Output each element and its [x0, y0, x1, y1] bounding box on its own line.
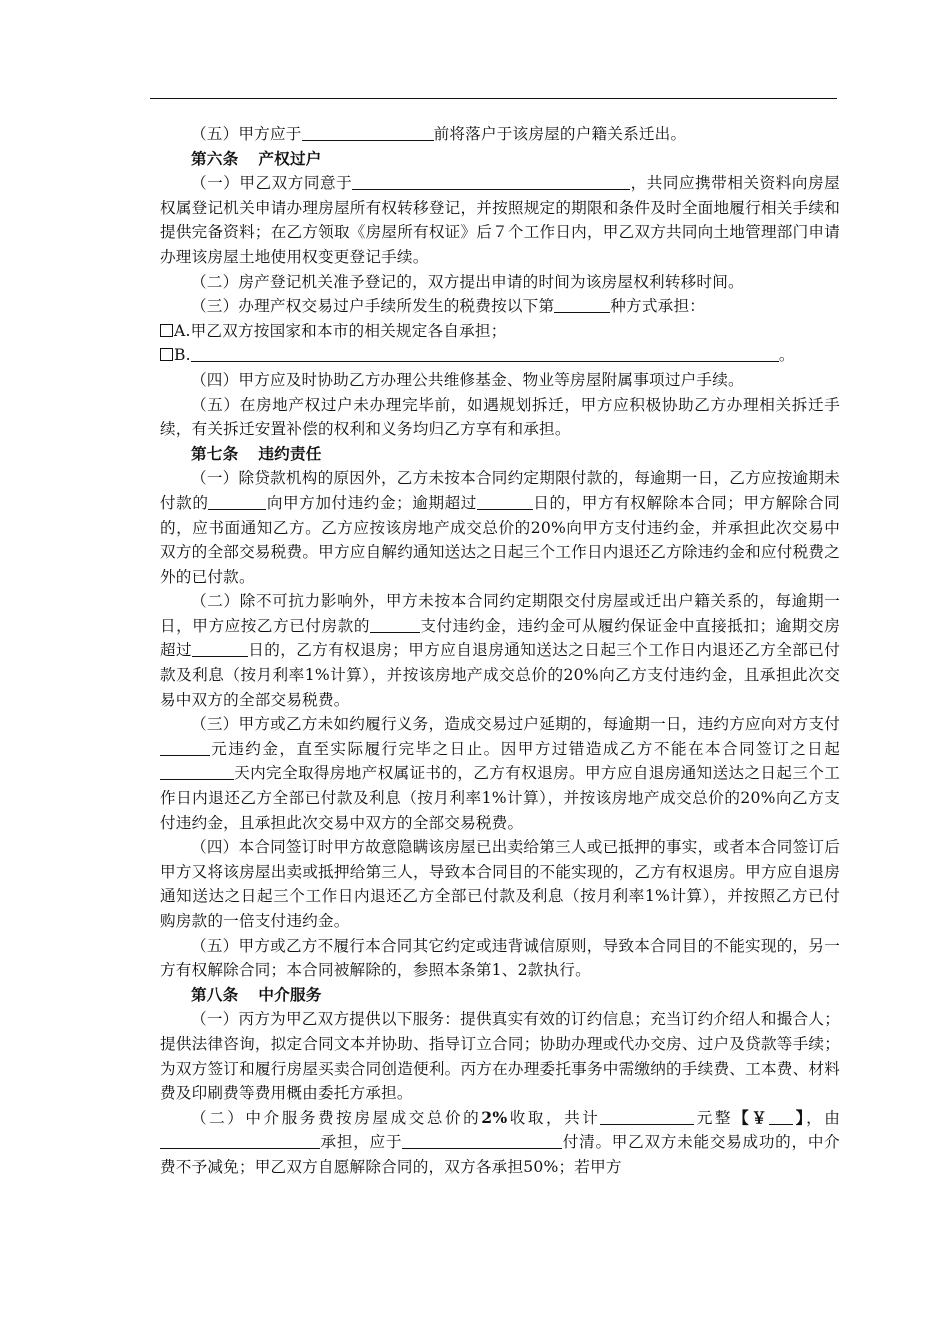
late-payment-rate-blank[interactable]	[208, 494, 266, 510]
checkbox-b[interactable]	[160, 348, 173, 361]
late-delivery-days-blank[interactable]	[192, 641, 248, 657]
article7-item5: （五）甲方或乙方不履行本合同其它约定或违背诚信原则，导致本合同目的不能实现的，另一方有权解除合同；本合同被解除的，参照本条第1、2款执行。	[160, 936, 840, 980]
article6-item1: （一）甲乙双方同意于 ，共同应携带相关资料向房屋权属登记机关申请办理房屋所有权转移登记，并按照规定的期限和条件及时全面地履行相关手续和提供完备资料；在乙方领取《房屋所有权证》后７个工作日内，甲乙双方共同向土地管理部门申请办理该房屋土地使用权变更登记手续。	[160, 174, 840, 266]
tax-method-blank[interactable]	[554, 297, 610, 313]
fee-figure-blank[interactable]	[769, 1109, 793, 1125]
fee-due-date-blank[interactable]	[402, 1133, 562, 1149]
header-rule	[150, 98, 837, 99]
transfer-date-blank[interactable]	[352, 174, 630, 190]
option-b: B. 。	[160, 343, 840, 368]
fee-amount-blank[interactable]	[600, 1109, 694, 1125]
certificate-days-blank[interactable]	[160, 764, 234, 780]
article5-item5: （五）甲方应于 前将落户于该房屋的户籍关系迁出。	[191, 125, 687, 143]
article6-item2: （二）房产登记机关准予登记的，双方提出申请的时间为该房屋权利转移时间。	[191, 272, 744, 291]
fee-payer-blank[interactable]	[160, 1133, 320, 1149]
contract-body	[160, 122, 840, 1180]
article6-item4: （四）甲方应及时协助乙方办理公共维修基金、物业等房屋附属事项过户手续。	[191, 370, 744, 389]
move-out-date-blank[interactable]	[302, 125, 434, 141]
late-payment-days-blank[interactable]	[477, 494, 533, 510]
article6-heading: 第六条 产权过户	[191, 149, 322, 168]
option-a: A.甲乙双方按国家和本市的相关规定各自承担；	[160, 319, 840, 344]
article7-heading: 第七条 违约责任	[191, 444, 322, 463]
article6-item3: （三）办理产权交易过户手续所发生的税费按以下第 种方式承担：	[191, 297, 706, 316]
article8-heading: 第八条 中介服务	[191, 985, 322, 1004]
daily-penalty-blank[interactable]	[160, 740, 210, 756]
article7-item4: （四）本合同签订时甲方故意隐瞒该房屋已出卖给第三人或已抵押的事实，或者本合同签订后甲方又将该房屋出卖或抵押给第三人，导致本合同目的不能实现的，乙方有权退房。甲方应自退房通知送达之日起三个工作日内退还乙方全部已付款及利息（按月利率1%计算），并按照乙方已付购房款的一倍支付违约金。	[160, 838, 840, 930]
article8-item2: （二）中介服务费按房屋成交总价的2%收取，共计 元整【￥ 】，由承担，应于 付清。甲乙双方未能交易成功的，中介费不予减免；甲乙双方自愿解除合同的，双方各承担50%；若甲方	[160, 1107, 840, 1176]
checkbox-a[interactable]	[160, 324, 173, 337]
article7-item2: （二）除不可抗力影响外，甲方未按本合同约定期限交付房屋或迁出户籍关系的，每逾期一日，甲方应按乙方已付房款的 支付违约金，违约金可从履约保证金中直接抵扣；逾期交房超过 日的，乙方有权退房；甲方应自退房通知送达之日起三个工作日内退还乙方全部已付款及利息（按月利率1%计算），并按该房地产成交总价的20%向乙方支付违约金，且承担此次交易中双方的全部交易税费。	[160, 592, 840, 709]
article6-item5: （五）在房地产权过户未办理完毕前，如遇规划拆迁，甲方应积极协助乙方办理相关拆迁手续，有关拆迁安置补偿的权利和义务均归乙方享有和承担。	[160, 395, 840, 439]
late-delivery-rate-blank[interactable]	[370, 617, 420, 633]
article7-item3: （三）甲方或乙方未如约履行义务，造成交易过户延期的，每逾期一日，违约方应向对方支付元违约金，直至实际履行完毕之日止。因甲方过错造成乙方不能在本合同签订之日起天内完全取得房地产权属证书的，乙方有权退房。甲方应自退房通知送达之日起三个工作日内退还乙方全部已付款及利息（按月利率1%计算），并按该房地产成交总价的20%向乙方支付违约金，且承担此次交易中双方的全部交易税费。	[160, 715, 840, 832]
article8-item1: （一）丙方为甲乙双方提供以下服务：提供真实有效的订约信息；充当订约介绍人和撮合人；提供法律咨询，拟定合同文本并协助、指导订立合同；协助办理或代办交房、过户及贷款等手续；为双方签订和履行房屋买卖合同创造便利。丙方在办理委托事务中需缴纳的手续费、工本费、材料费及印刷费等费用概由委托方承担。	[160, 1010, 840, 1103]
article7-item1: （一）除贷款机构的原因外，乙方未按本合同约定期限付款的，每逾期一日，乙方应按逾期未付款的 向甲方加付违约金；逾期超过 日的，甲方有权解除本合同；甲方解除合同的，应书面通知乙方。乙方应按该房地产成交总价的20%向甲方支付违约金，并承担此次交易中双方的全部交易税费。甲方应自解约通知送达之日起三个工作日内退还乙方除违约金和应付税费之外的已付款。	[160, 469, 840, 586]
option-b-blank[interactable]	[191, 346, 779, 362]
